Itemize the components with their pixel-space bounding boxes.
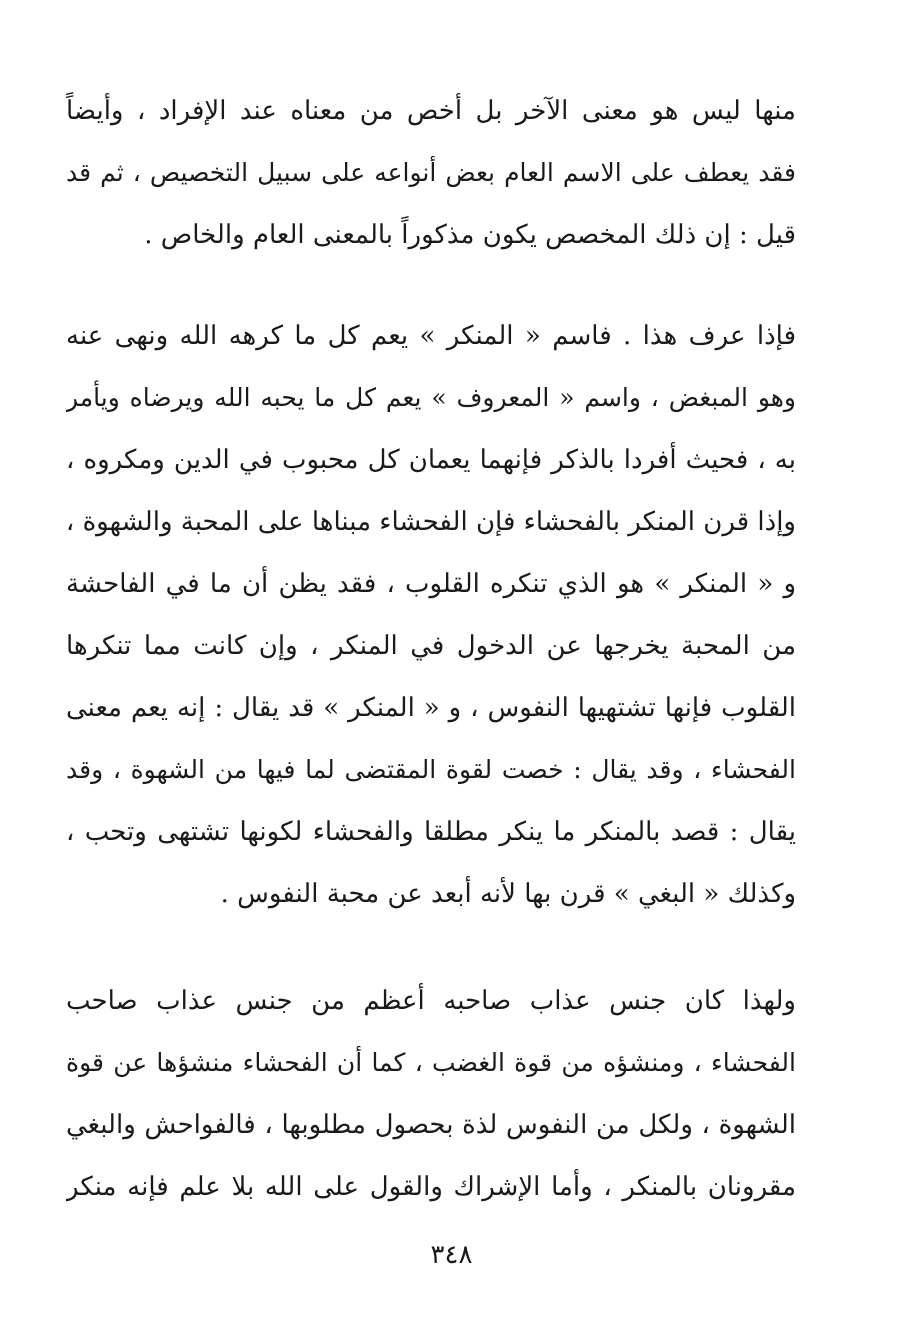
text-line: قيل : إن ذلك المخصص يكون مذكوراً بالمعنى العام والخاص . [144,220,796,250]
text-line: فقد يعطف على الاسم العام بعض أنواعه على سبيل التخصيص ، ثم قد [66,158,796,187]
text-line: به ، فحيث أفردا بالذكر فإنهما يعمان كل محبوب في الدين ومكروه ، [66,445,796,475]
text-line: منها ليس هو معنى الآخر بل أخص من معناه عند الإفراد ، وأيضاً [66,96,796,126]
paragraph-1 [66,80,796,266]
text-line: وهو المبغض ، واسم « المعروف » يعم كل ما يحبه الله ويرضاه ويأمر [66,383,796,412]
text-line: و « المنكر » هو الذي تنكره القلوب ، فقد يظن أن ما في الفاحشة [66,569,796,599]
text-line: فإذا عرف هذا . فاسم « المنكر » يعم كل ما كرهه الله ونهى عنه [66,321,796,351]
text-line: ولهذا كان جنس عذاب صاحبه أعظم من جنس عذاب صاحب [66,986,796,1016]
text-line: وكذلك « البغي » قرن بها لأنه أبعد عن محبة النفوس . [220,879,796,909]
paragraph-2 [66,305,796,925]
text-line: وإذا قرن المنكر بالفحشاء فإن الفحشاء مبناها على المحبة والشهوة ، [66,507,796,537]
text-line: الفحشاء ، ومنشؤه من قوة الغضب ، كما أن الفحشاء منشؤها عن قوة [66,1048,796,1077]
text-line: الشهوة ، ولكل من النفوس لذة بحصول مطلوبها ، فالفواحش والبغي [66,1110,796,1140]
text-line: يقال : قصد بالمنكر ما ينكر مطلقا والفحشاء لكونها تشتهى وتحب ، [66,817,796,847]
page-number: ٣٤٨ [430,1240,473,1270]
text-line: من المحبة يخرجها عن الدخول في المنكر ، وإن كانت مما تنكرها [66,631,796,661]
text-line: مقرونان بالمنكر ، وأما الإشراك والقول على الله بلا علم فإنه منكر [66,1172,796,1202]
text-line: القلوب فإنها تشتهيها النفوس ، و « المنكر » قد يقال : إنه يعم معنى [66,693,796,723]
paragraph-3 [66,970,796,1218]
text-line: الفحشاء ، وقد يقال : خصت لقوة المقتضى لما فيها من الشهوة ، وقد [66,755,796,784]
